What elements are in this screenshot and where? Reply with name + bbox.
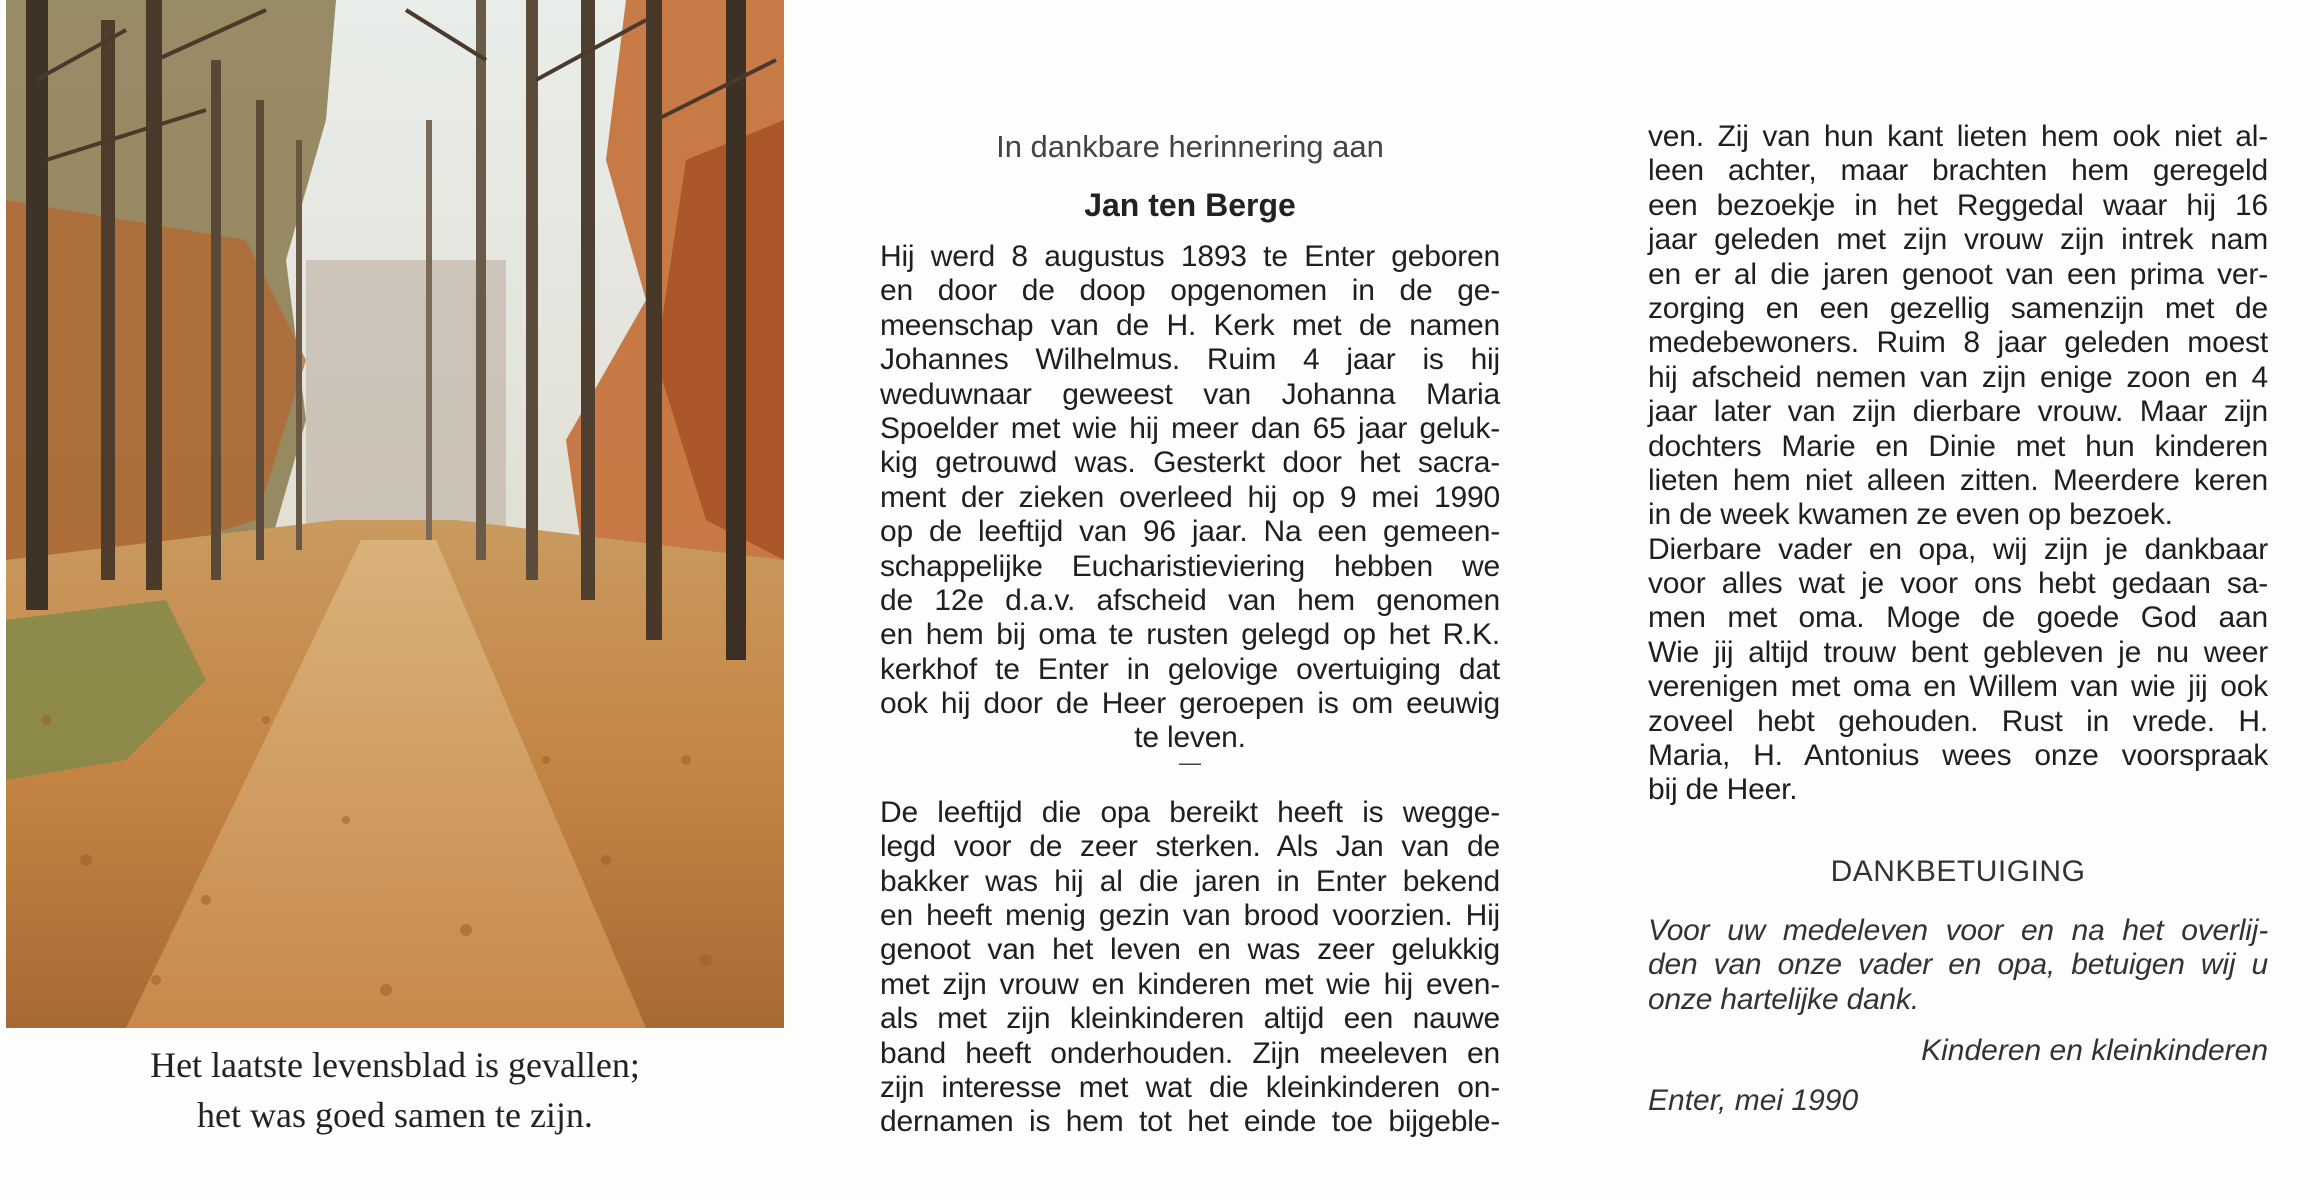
text-line: Hij werd 8 augustus 1893 te Enter geboren [880, 240, 1500, 273]
text-line: te leven. [1134, 721, 1246, 755]
thanks-heading: DANKBETUIGING [1830, 854, 2086, 888]
text-line: genoot van het leven en was zeer gelukkig [880, 933, 1500, 967]
separator-dash: — [1179, 749, 1201, 775]
text-line: hij afscheid nemen van zijn enige zoon en 4 [1648, 360, 2268, 394]
obituary-right-column [1648, 120, 2268, 1121]
place-date: Enter, mei 1990 [1648, 1083, 1859, 1117]
signature: Kinderen en kleinkinderen [1921, 1033, 2268, 1067]
caption-line-2: het was goed samen te zijn. [197, 1095, 593, 1135]
text-line: men met oma. Moge de goede God aan [1648, 601, 2268, 635]
text-line: als met zijn kleinkinderen altijd een nauwe [880, 1002, 1500, 1036]
forest-illustration [6, 0, 784, 1028]
text-line: De leeftijd die opa bereikt heeft is wegge- [880, 795, 1500, 829]
text-line: op de leeftijd van 96 jaar. Na een gemeen- [880, 515, 1500, 549]
text-line: jaar later van zijn dierbare vrouw. Maar zijn [1648, 395, 2268, 429]
text-line: de 12e d.a.v. afscheid van hem genomen [880, 583, 1500, 617]
text-line: Wie jij altijd trouw bent gebleven je nu weer [1648, 635, 2268, 669]
biography-paragraph-3 [1648, 120, 2268, 808]
text-line: dernamen is hem tot het einde toe bijgeble- [880, 1105, 1500, 1139]
text-line: band heeft onderhouden. Zijn meeleven en [880, 1036, 1500, 1070]
text-line: Maria, H. Antonius wees onze voorspraak [1648, 739, 2268, 773]
text-line: kig getrouwd was. Gesterkt door het sacra- [880, 446, 1500, 480]
thanks-message [1648, 914, 2268, 1017]
text-line: kerkhof te Enter in gelovige overtuiging dat [880, 652, 1500, 686]
text-line: dochters Marie en Dinie met hun kinderen [1648, 429, 2268, 463]
text-line: Voor uw medeleven voor en na het overlij- [1648, 913, 2268, 947]
text-line: en door de doop opgenomen in de ge- [880, 274, 1500, 308]
biography-paragraph-2 [880, 796, 1500, 1140]
text-line: onze hartelijke dank. [1648, 982, 1919, 1016]
text-line: legd voor de zeer sterken. Als Jan van de [880, 830, 1500, 864]
text-line: voor alles wat je voor ons hebt gedaan sa- [1648, 567, 2268, 601]
text-line: en hem bij oma te rusten gelegd op het R.K. [880, 618, 1500, 652]
text-line: in de week kwamen ze even op bezoek. [1648, 498, 2173, 532]
text-line: weduwnaar geweest van Johanna Maria [880, 377, 1500, 411]
text-line: leen achter, maar brachten hem geregeld [1648, 154, 2268, 188]
text-line: zoveel hebt gehouden. Rust in vrede. H. [1648, 704, 2268, 738]
text-line: lieten hem niet alleen zitten. Meerdere keren [1648, 463, 2268, 497]
autumn-forest-path-photo [6, 0, 784, 1028]
text-line: met zijn vrouw en kinderen met wie hij even- [880, 967, 1500, 1001]
text-line: ook hij door de Heer geroepen is om eeuwig [880, 687, 1500, 721]
obituary-middle-column [880, 120, 1500, 1140]
text-line: en heeft menig gezin van brood voorzien. Hij [880, 899, 1500, 933]
text-line: Spoelder met wie hij meer dan 65 jaar geluk- [880, 411, 1500, 445]
intro-text: In dankbare herinnering aan [996, 129, 1384, 164]
text-line: schappelijke Eucharistieviering hebben we [880, 549, 1500, 583]
text-line: verenigen met oma en Willem van wie jij ook [1648, 670, 2268, 704]
text-line: Dierbare vader en opa, wij zijn je dankbaar [1648, 532, 2268, 566]
caption-line-1: Het laatste levensblad is gevallen; [150, 1045, 640, 1085]
text-line: zijn interesse met wat die kleinkinderen on- [880, 1070, 1500, 1104]
text-line: een bezoekje in het Reggedal waar hij 16 [1648, 188, 2268, 222]
text-line: bakker was hij al die jaren in Enter bekend [880, 864, 1500, 898]
text-line: ven. Zij van hun kant lieten hem ook niet al- [1648, 120, 2268, 153]
biography-paragraph-1 [880, 240, 1500, 756]
deceased-name: Jan ten Berge [1084, 187, 1296, 223]
text-line: jaar geleden met zijn vrouw zijn intrek nam [1648, 223, 2268, 257]
text-line: ment der zieken overleed hij op 9 mei 1990 [880, 480, 1500, 514]
text-line: Johannes Wilhelmus. Ruim 4 jaar is hij [880, 343, 1500, 377]
text-line: meenschap van de H. Kerk met de namen [880, 308, 1500, 342]
text-line: den van onze vader en opa, betuigen wij u [1648, 948, 2268, 982]
text-line: medebewoners. Ruim 8 jaar geleden moest [1648, 326, 2268, 360]
text-line: bij de Heer. [1648, 773, 1798, 807]
text-line: en er al die jaren genoot van een prima ver- [1648, 257, 2268, 291]
text-line: zorging en een gezellig samenzijn met de [1648, 291, 2268, 325]
